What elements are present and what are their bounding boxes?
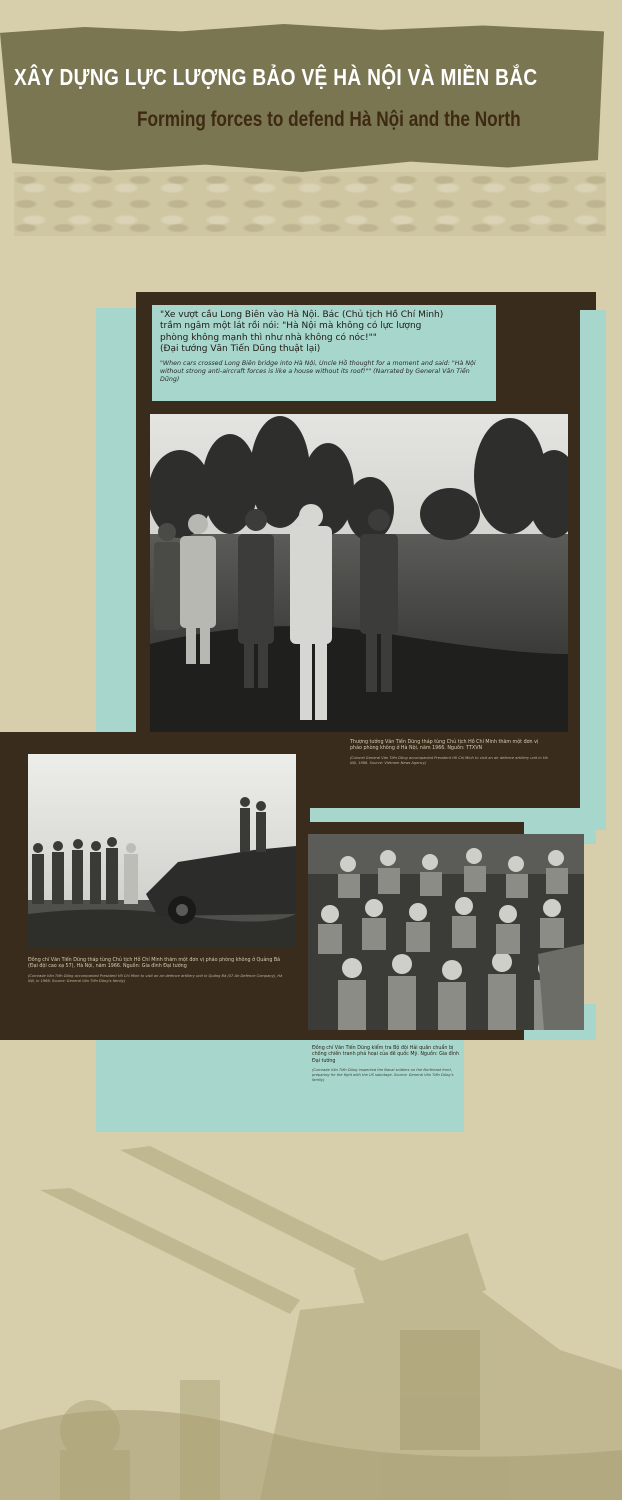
caption-english: (Colonel General Văn Tiến Dũng accompanied President Hồ Chí Minh to visit an air defence artillery unit in Hà Nội, 1966. Source: Vietnam News Agency): [350, 755, 548, 765]
teal-panel-right: [580, 310, 606, 830]
quote-line: trầm ngâm một lát rồi nói: "Hà Nội mà không có lực lượng: [160, 321, 422, 332]
page-title: XÂY DỰNG LỰC LƯỢNG BẢO VỆ HÀ NỘI VÀ MIỀN BẮC: [14, 64, 538, 90]
quote-vietnamese: [160, 310, 488, 356]
caption-vietnamese: Đồng chí Văn Tiến Dũng tháp tùng Chủ tịch Hồ Chí Minh thăm một đơn vị pháo phòng không ở Quảng Bá (Đại đội cao xạ 57), Hà Nội, năm 1966. Nguồn: Gia đình Đại tướng: [28, 958, 281, 970]
background-missile-image: [0, 1130, 622, 1500]
photo-anti-aircraft-unit: [28, 754, 296, 948]
texture-strip: [14, 172, 606, 236]
quote-line: "Xe vượt cầu Long Biên vào Hà Nội. Bác (Chủ tịch Hồ Chí Minh): [160, 310, 444, 320]
quote-box: [152, 305, 496, 401]
quote-line: phòng không mạnh thì như nhà không có nóc!"": [160, 332, 377, 343]
caption-vietnamese: Đồng chí Văn Tiến Dũng kiểm tra Bộ đội Hải quân chuẩn bị chống chiến tranh phá hoại của đế quốc Mỹ. Nguồn: Gia đình Đại tướng: [312, 1046, 460, 1064]
quote-line: (Đại tướng Văn Tiến Dũng thuật lại): [160, 344, 321, 355]
photo-naval-soldiers: [308, 834, 584, 1030]
teal-panel-top-left: [96, 308, 136, 732]
caption-photo-3: [312, 1046, 462, 1083]
caption-english: (Comrade Văn Tiến Dũng inspected the Naval soldiers on the Northeast front, preparing for the fight with the US sabotage. Source: General Văn Tiến Dũng's family): [312, 1068, 454, 1083]
photo-ho-chi-minh-visit: [150, 414, 568, 732]
quote-english: "When cars crossed Long Biên bridge into Hà Nội, Uncle Hồ thought for a moment and said: "Hà Nội without strong anti-aircraft forces is like a house without its roof!"" (Narrated by General Văn Tiến Dũng): [160, 359, 476, 384]
header-band: [0, 24, 604, 172]
caption-photo-2: [28, 958, 290, 984]
caption-english: (Comrade Văn Tiến Dũng accompanied President Hồ Chí Minh to visit an air defence artillery unit in Quảng Bá (57 Air Defence Company), Hà Nội, in 1966. Source: General Văn Tiến Dũng's family): [28, 973, 283, 983]
caption-vietnamese: Thượng tướng Văn Tiến Dũng tháp tùng Chủ tịch Hồ Chí Minh thăm một đơn vị pháo phòng không ở Hà Nội, năm 1966. Nguồn: TTXVN: [350, 740, 539, 752]
page-subtitle: Forming forces to defend Hà Nội and the North: [137, 108, 521, 131]
caption-photo-1: [350, 740, 550, 766]
